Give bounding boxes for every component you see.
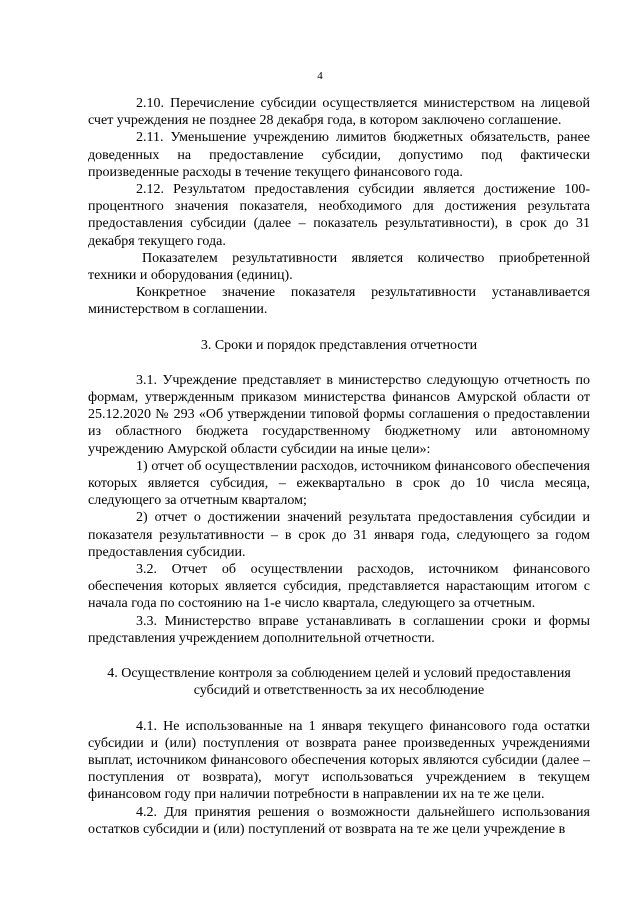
paragraph-2-11: 2.11. Уменьшение учреждению лимитов бюджетных обязательств, ранее доведенных на предоставление субсидии, допустимо под фактически произведенные расходы в течение текущего финансового года.	[88, 130, 590, 180]
paragraph-indicator: Показателем результативности является количество приобретенной техники и оборудования (единиц).	[88, 250, 590, 284]
page-number: 4	[317, 70, 323, 82]
paragraph-4-2: 4.2. Для принятия решения о возможности дальнейшего использования остатков субсидии и (или) поступлений от возврата на те же цели учреждение в	[88, 804, 590, 837]
paragraph-3-3: 3.3. Министерство вправе устанавливать в соглашении сроки и формы представления учреждением дополнительной отчетности.	[88, 613, 590, 646]
section-3-heading: 3. Сроки и порядок представления отчетности	[200, 337, 478, 353]
paragraph-3-1: 3.1. Учреждение представляет в министерство следующую отчетность по формам, утвержденным приказом министерства финансов Амурской области от 25.12.2020 № 293 «Об утверждении типовой формы соглашения о предоставлении из областного бюджета государственному бюджетному или автономному учреждению Амурской области субсидии на иные цели»:	[88, 372, 590, 457]
document-body	[88, 95, 590, 838]
paragraph-concrete-value: Конкретное значение показателя результативности устанавливается министерством в соглашении.	[88, 285, 590, 318]
paragraph-2-10: 2.10. Перечисление субсидии осуществляется министерством на лицевой счет учреждения не позднее 28 декабря года, в котором заключено соглашение.	[88, 96, 590, 129]
paragraph-4-1: 4.1. Не использованные на 1 января текущего финансового года остатки субсидии и (или) поступления от возврата ранее произведенных учреждениями выплат, источником финансового обеспечения которых являются субсидии (далее – поступления от возврата), могут использоваться учреждением в текущем финансовом году при наличии потребности в направлении их на те же цели.	[88, 718, 590, 803]
paragraph-2-12: 2.12. Результатом предоставления субсидии является достижение 100-процентного значения показателя, необходимого для достижения результата предоставления субсидии (далее – показатель результативности), в срок до 31 декабря текущего года.	[88, 182, 590, 249]
section-4-heading-line1: 4. Осуществление контроля за соблюдением целей и условий предоставления	[107, 666, 571, 682]
list-item-2: 2) отчет о достижении значений результата предоставления субсидии и показателя результативности – в срок до 31 января года, следующего за годом предоставления субсидии.	[88, 510, 590, 560]
section-4-heading-line2: субсидий и ответственность за их несоблюдение	[193, 683, 485, 699]
list-item-1: 1) отчет об осуществлении расходов, источником финансового обеспечения которых является субсидия, – ежеквартально в срок до 10 числа месяца, следующего за отчетным кварталом;	[88, 458, 590, 509]
paragraph-3-2: 3.2. Отчет об осуществлении расходов, источником финансового обеспечения которых является субсидия, представляется нарастающим итогом с начала года по состоянию на 1-е число квартала, следующего за отчетным.	[88, 562, 590, 612]
